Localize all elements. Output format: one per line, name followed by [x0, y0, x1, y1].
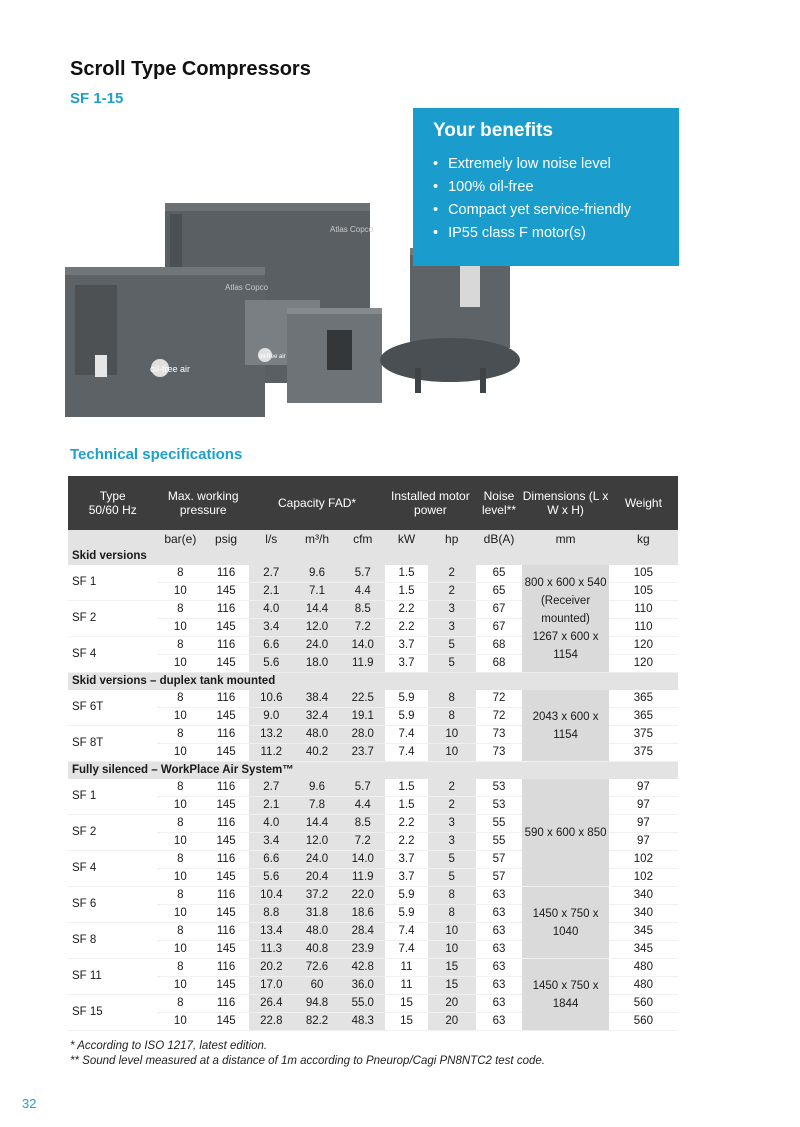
table-cell: 8 — [428, 905, 476, 923]
page-subtitle: SF 1-15 — [70, 90, 124, 107]
header-motor-power: Installed motor power — [385, 476, 475, 530]
dimensions-cell: 2043 x 600 x 1154 — [522, 690, 608, 762]
table-cell: 10.6 — [249, 690, 294, 708]
table-cell: 5.9 — [385, 887, 428, 905]
model-name: SF 1 — [68, 565, 157, 601]
table-cell: 8 — [157, 779, 203, 797]
table-cell: 2 — [428, 797, 476, 815]
table-cell: 3 — [428, 619, 476, 637]
table-cell: 10 — [157, 655, 203, 673]
table-cell: 8 — [157, 959, 203, 977]
table-cell: 15 — [385, 995, 428, 1013]
table-cell: 5.9 — [385, 905, 428, 923]
header-dimensions: Dimensions (L x W x H) — [522, 476, 608, 530]
weight-cell: 365 — [609, 690, 678, 708]
weight-cell: 480 — [609, 959, 678, 977]
table-cell: 82.2 — [294, 1013, 341, 1031]
table-cell: 2.1 — [249, 583, 294, 601]
table-cell: 24.0 — [294, 851, 341, 869]
photo-oil-free-label-2: oil-free air — [259, 354, 286, 360]
table-cell: 3.7 — [385, 655, 428, 673]
weight-cell: 102 — [609, 869, 678, 887]
table-cell: 15 — [428, 977, 476, 995]
table-cell: 3 — [428, 833, 476, 851]
model-name: SF 2 — [68, 601, 157, 637]
table-cell: 65 — [476, 565, 523, 583]
table-cell: 145 — [203, 905, 249, 923]
table-cell: 60 — [294, 977, 341, 995]
section-row — [68, 548, 678, 565]
table-cell: 6.6 — [249, 851, 294, 869]
photo-oil-free-label-1: oil-free air — [150, 364, 191, 374]
table-cell: 116 — [203, 690, 249, 708]
table-cell: 10 — [428, 744, 476, 762]
table-cell: 116 — [203, 565, 249, 583]
dimensions-line: 1267 x 600 x 1154 — [532, 630, 599, 661]
table-cell: 1.5 — [385, 779, 428, 797]
table-cell: 11.3 — [249, 941, 294, 959]
table-cell: 8 — [157, 851, 203, 869]
table-cell: 14.0 — [340, 637, 385, 655]
table-cell: 5 — [428, 655, 476, 673]
weight-cell: 120 — [609, 637, 678, 655]
header-noise: Noise level** — [476, 476, 523, 530]
header-max-pressure: Max. working pressure — [157, 476, 248, 530]
table-cell: 57 — [476, 869, 523, 887]
table-cell: 40.2 — [294, 744, 341, 762]
table-cell: 10 — [157, 744, 203, 762]
table-cell: 8.8 — [249, 905, 294, 923]
table-cell: 53 — [476, 779, 523, 797]
table-cell: 5.9 — [385, 708, 428, 726]
table-cell: 145 — [203, 797, 249, 815]
weight-cell: 345 — [609, 923, 678, 941]
table-cell: 11 — [385, 959, 428, 977]
benefit-item: • IP55 class F motor(s) — [433, 222, 631, 245]
table-cell: 5 — [428, 851, 476, 869]
table-cell: 7.4 — [385, 744, 428, 762]
table-cell: 8 — [157, 726, 203, 744]
unit-hp: hp — [428, 530, 476, 548]
table-cell: 63 — [476, 905, 523, 923]
table-cell: 116 — [203, 779, 249, 797]
unit-cfm: cfm — [340, 530, 385, 548]
table-cell: 4.4 — [340, 797, 385, 815]
table-cell: 145 — [203, 655, 249, 673]
model-name: SF 8 — [68, 923, 157, 959]
weight-cell: 340 — [609, 905, 678, 923]
table-cell: 10 — [157, 1013, 203, 1031]
table-row — [68, 690, 678, 708]
table-cell: 3.7 — [385, 869, 428, 887]
table-cell: 5 — [428, 637, 476, 655]
table-cell: 145 — [203, 708, 249, 726]
table-cell: 145 — [203, 977, 249, 995]
table-cell: 10 — [157, 583, 203, 601]
model-name: SF 11 — [68, 959, 157, 995]
table-cell: 55.0 — [340, 995, 385, 1013]
table-cell: 55 — [476, 833, 523, 851]
table-cell: 8.5 — [340, 601, 385, 619]
weight-cell: 480 — [609, 977, 678, 995]
dimensions-line: (Receiver — [540, 594, 591, 607]
weight-cell: 105 — [609, 565, 678, 583]
table-cell: 11.2 — [249, 744, 294, 762]
unit-kg: kg — [609, 530, 678, 548]
benefits-panel — [413, 108, 679, 266]
table-cell: 116 — [203, 887, 249, 905]
table-cell: 7.2 — [340, 619, 385, 637]
unit-ls: l/s — [249, 530, 294, 548]
table-cell: 63 — [476, 995, 523, 1013]
unit-m3h: m³/h — [294, 530, 341, 548]
table-cell: 10 — [157, 619, 203, 637]
table-row — [68, 565, 678, 583]
table-cell: 8 — [428, 708, 476, 726]
table-cell: 3.4 — [249, 619, 294, 637]
dimensions-line: 800 x 600 x 540 — [524, 576, 607, 589]
table-cell: 23.7 — [340, 744, 385, 762]
table-cell: 145 — [203, 941, 249, 959]
table-cell: 63 — [476, 1013, 523, 1031]
table-cell: 28.4 — [340, 923, 385, 941]
table-cell: 116 — [203, 959, 249, 977]
table-cell: 116 — [203, 637, 249, 655]
table-cell: 22.0 — [340, 887, 385, 905]
unit-kw: kW — [385, 530, 428, 548]
section-row — [68, 762, 678, 780]
header-weight: Weight — [609, 476, 678, 530]
benefit-item: • Extremely low noise level — [433, 153, 631, 176]
table-cell: 22.5 — [340, 690, 385, 708]
table-cell: 32.4 — [294, 708, 341, 726]
weight-cell: 560 — [609, 1013, 678, 1031]
footnotes — [70, 1039, 545, 1069]
table-cell: 63 — [476, 923, 523, 941]
page-number: 32 — [22, 1096, 37, 1111]
table-row — [68, 887, 678, 905]
table-cell: 11.9 — [340, 869, 385, 887]
table-cell: 2.2 — [385, 815, 428, 833]
table-cell: 38.4 — [294, 690, 341, 708]
model-name: SF 1 — [68, 779, 157, 815]
table-cell: 2.2 — [385, 619, 428, 637]
technical-specifications-table — [68, 476, 678, 1031]
table-cell: 8 — [157, 923, 203, 941]
weight-cell: 560 — [609, 995, 678, 1013]
photo-brand-label-1: Atlas Copco — [330, 225, 374, 234]
weight-cell: 375 — [609, 726, 678, 744]
model-name: SF 15 — [68, 995, 157, 1031]
table-cell: 8 — [157, 637, 203, 655]
table-cell: 10 — [428, 923, 476, 941]
table-cell: 10 — [428, 726, 476, 744]
table-cell: 67 — [476, 601, 523, 619]
table-cell: 1.5 — [385, 565, 428, 583]
table-cell: 116 — [203, 851, 249, 869]
weight-cell: 365 — [609, 708, 678, 726]
table-cell: 145 — [203, 1013, 249, 1031]
weight-cell: 120 — [609, 655, 678, 673]
table-cell: 10 — [157, 797, 203, 815]
weight-cell: 97 — [609, 779, 678, 797]
table-cell: 42.8 — [340, 959, 385, 977]
table-cell: 145 — [203, 619, 249, 637]
dimensions-line: mounted) — [541, 612, 590, 625]
table-cell: 13.4 — [249, 923, 294, 941]
table-cell: 10 — [157, 708, 203, 726]
table-cell: 8 — [157, 601, 203, 619]
weight-cell: 97 — [609, 833, 678, 851]
table-cell: 2.1 — [249, 797, 294, 815]
dimensions-cell: 1450 x 750 x 1040 — [522, 887, 608, 959]
table-cell: 7.4 — [385, 726, 428, 744]
table-cell: 20 — [428, 1013, 476, 1031]
weight-cell: 97 — [609, 797, 678, 815]
table-cell: 20.4 — [294, 869, 341, 887]
table-cell: 10 — [157, 905, 203, 923]
table-cell: 65 — [476, 583, 523, 601]
table-cell: 145 — [203, 833, 249, 851]
table-cell: 1.5 — [385, 583, 428, 601]
table-cell: 145 — [203, 583, 249, 601]
table-cell: 72 — [476, 690, 523, 708]
model-name: SF 4 — [68, 851, 157, 887]
table-cell: 2.2 — [385, 833, 428, 851]
weight-cell: 102 — [609, 851, 678, 869]
table-cell: 48.3 — [340, 1013, 385, 1031]
table-cell: 145 — [203, 869, 249, 887]
table-cell: 67 — [476, 619, 523, 637]
model-name: SF 6T — [68, 690, 157, 726]
table-cell: 63 — [476, 887, 523, 905]
table-units-row — [68, 530, 678, 548]
table-cell: 8.5 — [340, 815, 385, 833]
table-cell: 116 — [203, 995, 249, 1013]
table-cell: 68 — [476, 637, 523, 655]
table-cell: 22.8 — [249, 1013, 294, 1031]
weight-cell: 97 — [609, 815, 678, 833]
weight-cell: 110 — [609, 619, 678, 637]
table-cell: 5 — [428, 869, 476, 887]
model-name: SF 2 — [68, 815, 157, 851]
model-name: SF 4 — [68, 637, 157, 673]
table-cell: 145 — [203, 744, 249, 762]
section-row — [68, 673, 678, 691]
table-cell: 7.4 — [385, 923, 428, 941]
table-cell: 8 — [157, 565, 203, 583]
weight-cell: 375 — [609, 744, 678, 762]
table-cell: 13.2 — [249, 726, 294, 744]
table-cell: 9.0 — [249, 708, 294, 726]
table-cell: 2 — [428, 779, 476, 797]
table-cell: 12.0 — [294, 833, 341, 851]
table-cell: 2.7 — [249, 565, 294, 583]
table-cell: 10 — [157, 869, 203, 887]
table-cell: 55 — [476, 815, 523, 833]
table-cell: 14.0 — [340, 851, 385, 869]
table-cell: 73 — [476, 726, 523, 744]
table-cell: 3 — [428, 815, 476, 833]
table-cell: 6.6 — [249, 637, 294, 655]
table-cell: 28.0 — [340, 726, 385, 744]
table-cell: 5.6 — [249, 655, 294, 673]
weight-cell: 340 — [609, 887, 678, 905]
benefit-item: • 100% oil-free — [433, 176, 631, 199]
table-cell: 11 — [385, 977, 428, 995]
section-label: Skid versions – duplex tank mounted — [68, 673, 678, 691]
model-name: SF 8T — [68, 726, 157, 762]
footnote: ** Sound level measured at a distance of 1m according to Pneurop/Cagi PN8NTC2 test code. — [70, 1055, 545, 1067]
weight-cell: 345 — [609, 941, 678, 959]
table-cell: 37.2 — [294, 887, 341, 905]
table-cell: 4.4 — [340, 583, 385, 601]
table-cell: 53 — [476, 797, 523, 815]
table-cell: 5.9 — [385, 690, 428, 708]
benefit-item: • Compact yet service-friendly — [433, 199, 631, 222]
benefits-list — [433, 153, 631, 245]
table-cell: 73 — [476, 744, 523, 762]
table-cell: 48.0 — [294, 726, 341, 744]
table-cell: 12.0 — [294, 619, 341, 637]
table-cell: 24.0 — [294, 637, 341, 655]
table-cell: 8 — [428, 887, 476, 905]
table-cell: 5.7 — [340, 779, 385, 797]
table-cell: 10 — [157, 977, 203, 995]
page-title: Scroll Type Compressors — [70, 58, 311, 80]
unit-psig: psig — [203, 530, 249, 548]
section-label: Skid versions — [68, 548, 678, 565]
table-cell: 63 — [476, 941, 523, 959]
dimensions-cell: 590 x 600 x 850 — [522, 779, 608, 887]
table-cell: 57 — [476, 851, 523, 869]
table-cell: 11.9 — [340, 655, 385, 673]
table-cell: 72 — [476, 708, 523, 726]
model-name: SF 6 — [68, 887, 157, 923]
table-cell: 26.4 — [249, 995, 294, 1013]
table-cell: 3 — [428, 601, 476, 619]
table-cell: 94.8 — [294, 995, 341, 1013]
table-cell: 7.8 — [294, 797, 341, 815]
table-cell: 5.6 — [249, 869, 294, 887]
table-cell: 48.0 — [294, 923, 341, 941]
table-cell: 2 — [428, 583, 476, 601]
dimensions-cell — [522, 565, 608, 673]
table-cell: 23.9 — [340, 941, 385, 959]
table-cell: 14.4 — [294, 815, 341, 833]
table-cell: 63 — [476, 959, 523, 977]
table-cell: 4.0 — [249, 815, 294, 833]
table-cell: 116 — [203, 815, 249, 833]
table-cell: 2.2 — [385, 601, 428, 619]
table-cell: 68 — [476, 655, 523, 673]
table-header-row — [68, 476, 678, 530]
table-cell: 116 — [203, 601, 249, 619]
table-row — [68, 959, 678, 977]
unit-dba: dB(A) — [476, 530, 523, 548]
table-cell: 3.7 — [385, 637, 428, 655]
table-cell: 15 — [385, 1013, 428, 1031]
section-label: Fully silenced – WorkPlace Air System™ — [68, 762, 678, 780]
table-cell: 72.6 — [294, 959, 341, 977]
table-cell: 20.2 — [249, 959, 294, 977]
footnote: * According to ISO 1217, latest edition. — [70, 1040, 268, 1052]
table-cell: 5.7 — [340, 565, 385, 583]
table-cell: 3.7 — [385, 851, 428, 869]
unit-bar: bar(e) — [157, 530, 203, 548]
table-cell: 63 — [476, 977, 523, 995]
weight-cell: 105 — [609, 583, 678, 601]
table-cell: 31.8 — [294, 905, 341, 923]
table-cell: 10.4 — [249, 887, 294, 905]
table-cell: 116 — [203, 726, 249, 744]
table-cell: 10 — [157, 833, 203, 851]
dimensions-cell: 1450 x 750 x 1844 — [522, 959, 608, 1031]
table-cell: 36.0 — [340, 977, 385, 995]
header-type: Type 50/60 Hz — [68, 476, 157, 530]
photo-brand-label-2: Atlas Copco — [225, 283, 269, 292]
benefits-heading: Your benefits — [433, 120, 553, 141]
table-cell: 20 — [428, 995, 476, 1013]
weight-cell: 110 — [609, 601, 678, 619]
table-cell: 3.4 — [249, 833, 294, 851]
table-cell: 7.4 — [385, 941, 428, 959]
table-cell: 8 — [428, 690, 476, 708]
table-cell: 40.8 — [294, 941, 341, 959]
table-cell: 2 — [428, 565, 476, 583]
table-cell: 2.7 — [249, 779, 294, 797]
table-cell: 14.4 — [294, 601, 341, 619]
table-cell: 7.1 — [294, 583, 341, 601]
table-cell: 8 — [157, 887, 203, 905]
table-cell: 17.0 — [249, 977, 294, 995]
table-cell: 9.6 — [294, 565, 341, 583]
table-cell: 8 — [157, 995, 203, 1013]
table-cell: 8 — [157, 690, 203, 708]
table-cell: 4.0 — [249, 601, 294, 619]
unit-mm: mm — [522, 530, 608, 548]
table-cell: 18.6 — [340, 905, 385, 923]
table-cell: 7.2 — [340, 833, 385, 851]
table-cell: 10 — [157, 941, 203, 959]
table-row — [68, 779, 678, 797]
technical-specifications-heading: Technical specifications — [70, 446, 243, 463]
table-cell: 10 — [428, 941, 476, 959]
header-capacity: Capacity FAD* — [249, 476, 385, 530]
table-cell: 15 — [428, 959, 476, 977]
table-cell: 18.0 — [294, 655, 341, 673]
table-cell: 116 — [203, 923, 249, 941]
table-cell: 9.6 — [294, 779, 341, 797]
table-cell: 19.1 — [340, 708, 385, 726]
table-cell: 8 — [157, 815, 203, 833]
table-cell: 1.5 — [385, 797, 428, 815]
